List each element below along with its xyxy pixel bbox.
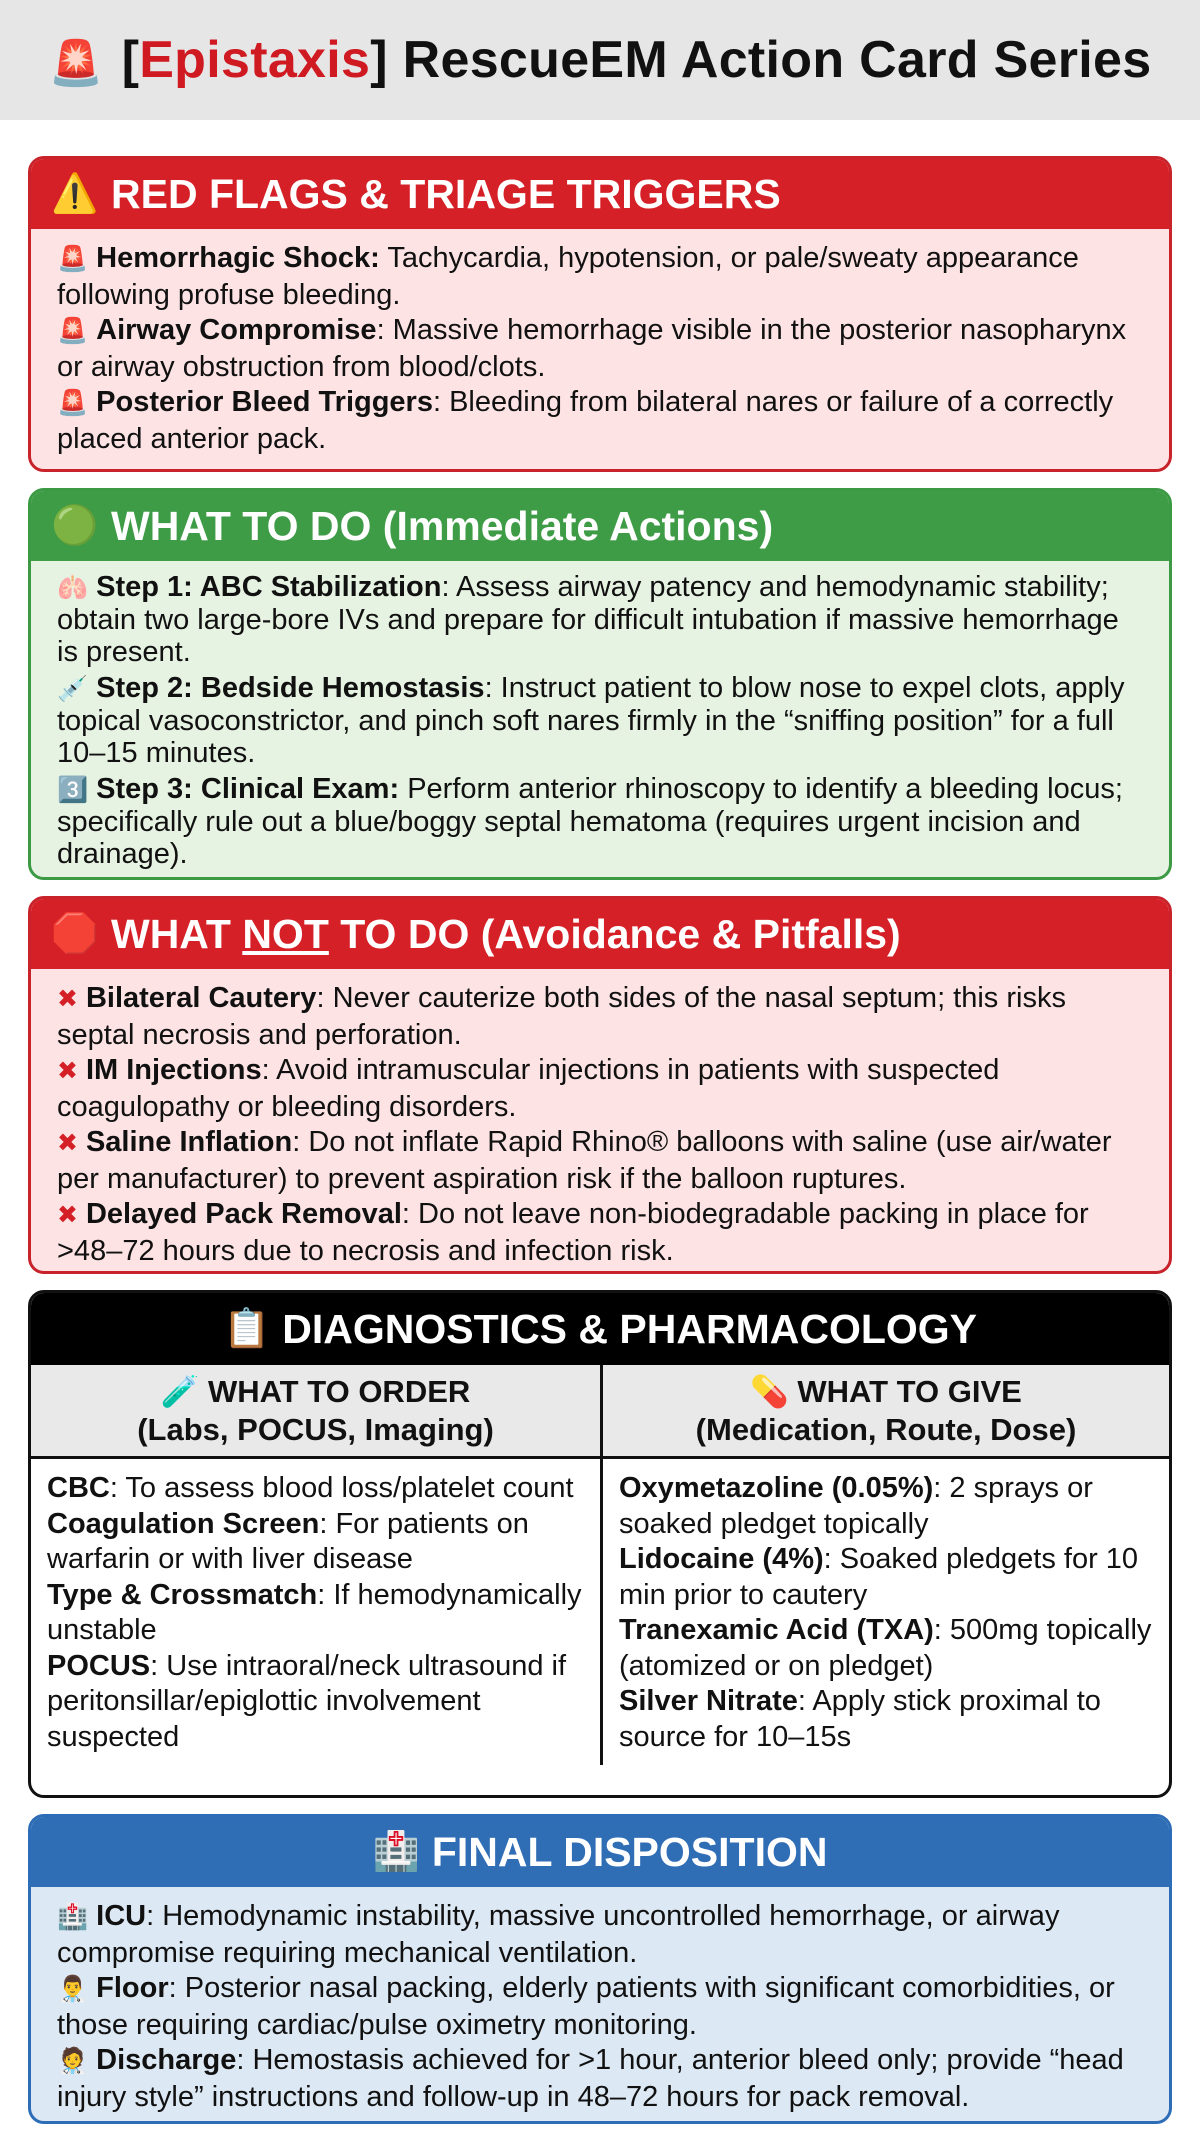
item-text: : Hemodynamic instability, massive uncontrolled hemorrhage, or airway compromise requiring mechanical ventilation. (57, 1900, 1060, 1969)
red-flags-title: RED FLAGS & TRIAGE TRIGGERS (111, 170, 781, 217)
disposition-card (28, 1814, 1172, 2124)
list-item (47, 1471, 586, 1507)
item-text: : Apply stick proximal to source for 10–15s (619, 1685, 1101, 1753)
item-text: : Soaked pledgets for 10 min prior to cautery (619, 1543, 1139, 1611)
list-item (57, 313, 1143, 385)
page-title (48, 30, 1151, 90)
list-item (57, 1971, 1143, 2043)
list-item (57, 773, 1143, 870)
cross-mark-icon: ✖ (57, 1201, 78, 1229)
item-term: Saline Inflation (85, 1126, 293, 1158)
cross-mark-icon: ✖ (57, 1057, 78, 1085)
give-subtitle: (Medication, Route, Dose) (695, 1411, 1077, 1447)
warning-icon: ⚠️ (51, 173, 99, 215)
list-item (619, 1613, 1155, 1684)
item-term: Tranexamic Acid (TXA) (619, 1614, 934, 1646)
syringe-icon: 💉 (57, 675, 89, 703)
item-text: : Bleeding from bilateral nares or failure of a correctly placed anterior pack. (57, 386, 1114, 455)
item-term: Lidocaine (4%) (619, 1543, 824, 1575)
order-list (31, 1459, 600, 1765)
item-text: : Never cauterize both sides of the nasal septum; this risks septal necrosis and perforation. (57, 982, 1066, 1051)
hospital-icon: 🏥 (372, 1831, 420, 1873)
list-item (57, 1125, 1143, 1197)
item-term: Type & Crossmatch (47, 1578, 318, 1611)
list-item (57, 1053, 1143, 1125)
test-tube-icon: 🧪 (160, 1373, 200, 1409)
list-item (619, 1542, 1155, 1613)
item-term: IM Injections (85, 1054, 262, 1086)
what-to-do-card (28, 488, 1172, 880)
title-part: WHAT (111, 910, 243, 957)
what-not-to-do-list (31, 969, 1169, 1274)
siren-icon: 🚨 (57, 317, 89, 345)
title-series: RescueEM Action Card Series (402, 31, 1152, 89)
disposition-title: FINAL DISPOSITION (431, 1828, 828, 1875)
siren-icon: 🚨 (48, 39, 104, 89)
hospital-icon: 🏥 (57, 1903, 89, 1931)
siren-icon: 🚨 (57, 389, 89, 417)
list-item (57, 981, 1143, 1053)
green-circle-icon: 🟢 (51, 505, 99, 547)
item-text: Tachycardia, hypotension, or pale/sweaty appearance following profuse bleeding. (57, 242, 1079, 311)
stop-sign-icon: 🛑 (51, 913, 99, 955)
item-text: : To assess blood loss/platelet count (109, 1472, 574, 1504)
order-column (31, 1365, 600, 1765)
what-not-to-do-header (31, 899, 1169, 969)
what-not-to-do-card (28, 896, 1172, 1274)
item-term: Hemorrhagic Shock: (96, 242, 380, 274)
item-term: Step 2: Bedside Hemostasis (96, 672, 485, 704)
item-term: Oxymetazoline (0.05%) (619, 1472, 934, 1504)
order-column-header (31, 1365, 600, 1459)
what-to-do-list (31, 561, 1169, 880)
list-item (47, 1649, 586, 1756)
item-text: : Hemostasis achieved for >1 hour, anterior bleed only; provide “head injury style” instructions and follow-up in 48–72 hours for pack removal. (57, 2044, 1124, 2113)
list-item (619, 1684, 1155, 1755)
item-text: : Avoid intramuscular injections in patients with suspected coagulopathy or bleeding disorders. (57, 1054, 1000, 1123)
item-text: : Massive hemorrhage visible in the posterior nasopharynx or airway obstruction from blood/clots. (57, 314, 1127, 383)
list-item (57, 2043, 1143, 2115)
cross-mark-icon: ✖ (57, 985, 78, 1013)
pill-icon: 💊 (750, 1373, 789, 1409)
give-title: WHAT TO GIVE (797, 1373, 1022, 1409)
item-term: Bilateral Cautery (85, 982, 317, 1014)
what-to-do-header (31, 491, 1169, 561)
page-header (0, 0, 1200, 120)
order-subtitle: (Labs, POCUS, Imaging) (137, 1411, 494, 1447)
disposition-list (31, 1887, 1169, 2124)
list-item (619, 1471, 1155, 1542)
item-text: : Use intraoral/neck ultrasound if peritonsillar/epiglottic involvement suspected (47, 1649, 567, 1753)
keycap-3-icon: 3️⃣ (57, 776, 89, 804)
red-flags-header (31, 159, 1169, 229)
item-term: Airway Compromise (96, 314, 377, 346)
title-bracket-close: ] (370, 31, 388, 89)
doctor-icon: 👨‍⚕️ (57, 1975, 89, 2003)
item-text: : If hemodynamically unstable (47, 1578, 582, 1646)
item-text: : Instruct patient to blow nose to expel clots, apply topical vasoconstrictor, and pinch soft nares firmly in the “sniffing position” for a full 10–15 minutes. (57, 672, 1125, 769)
title-part: TO DO (Avoidance & Pitfalls) (328, 910, 901, 957)
item-text: : Do not inflate Rapid Rhino® balloons with saline (use air/water per manufacturer) to prevent aspiration risk if the balloon ruptures. (57, 1126, 1112, 1195)
list-item (57, 385, 1143, 457)
title-emphasis: NOT (242, 910, 329, 957)
what-to-do-title: WHAT TO DO (Immediate Actions) (111, 502, 774, 549)
disposition-header (31, 1817, 1169, 1887)
item-text: : Do not leave non-biodegradable packing in place for >48–72 hours due to necrosis and infection risk. (57, 1198, 1089, 1267)
item-term: Silver Nitrate (619, 1685, 798, 1717)
health-worker-icon: 🧑‍⚕️ (57, 2047, 89, 2075)
item-text: : 500mg topically (atomized or on pledget) (619, 1614, 1152, 1682)
item-term: Coagulation Screen (47, 1507, 320, 1540)
give-column (600, 1365, 1169, 1765)
lungs-icon: 🫁 (57, 574, 89, 602)
item-term: POCUS (47, 1649, 151, 1682)
item-term: Step 3: Clinical Exam: (96, 773, 400, 805)
title-bracket-open: [ (121, 31, 140, 89)
red-flags-list (31, 229, 1169, 471)
diagnostics-columns (31, 1365, 1169, 1765)
list-item (57, 1197, 1143, 1269)
item-term: Posterior Bleed Triggers (96, 386, 433, 418)
list-item (57, 571, 1143, 668)
list-item (47, 1578, 586, 1649)
cross-mark-icon: ✖ (57, 1129, 78, 1157)
item-text: : Posterior nasal packing, elderly patients with significant comorbidities, or those requiring cardiac/pulse oximetry monitoring. (57, 1972, 1115, 2041)
item-term: Step 1: ABC Stabilization (96, 571, 442, 603)
diagnostics-title: DIAGNOSTICS & PHARMACOLOGY (282, 1305, 978, 1352)
siren-icon: 🚨 (57, 245, 89, 273)
item-text: : For patients on warfarin or with liver disease (47, 1507, 529, 1575)
list-item (57, 1899, 1143, 1971)
diagnostics-header (31, 1293, 1169, 1365)
item-term: ICU (96, 1900, 147, 1932)
item-term: Floor (96, 1972, 169, 2004)
item-term: Discharge (96, 2044, 237, 2076)
diagnostics-card (28, 1290, 1172, 1798)
item-term: CBC (47, 1472, 110, 1504)
item-text: Perform anterior rhinoscopy to identify a bleeding locus; specifically rule out a blue/boggy septal hematoma (requires urgent incision and drainage). (57, 773, 1123, 870)
clipboard-icon: 📋 (222, 1308, 271, 1350)
give-list (603, 1459, 1169, 1765)
list-item (57, 672, 1143, 769)
item-text: : 2 sprays or soaked pledget topically (619, 1472, 1093, 1540)
item-term: Delayed Pack Removal (85, 1198, 402, 1230)
order-title: WHAT TO ORDER (207, 1373, 471, 1409)
item-text: : Assess airway patency and hemodynamic stability; obtain two large-bore IVs and prepare for difficult intubation if massive hemorrhage is present. (57, 571, 1119, 668)
give-column-header (603, 1365, 1169, 1459)
list-item (57, 241, 1143, 313)
list-item (47, 1507, 586, 1578)
title-topic: Epistaxis (139, 31, 371, 89)
red-flags-card (28, 156, 1172, 472)
what-not-to-do-title (111, 911, 901, 958)
